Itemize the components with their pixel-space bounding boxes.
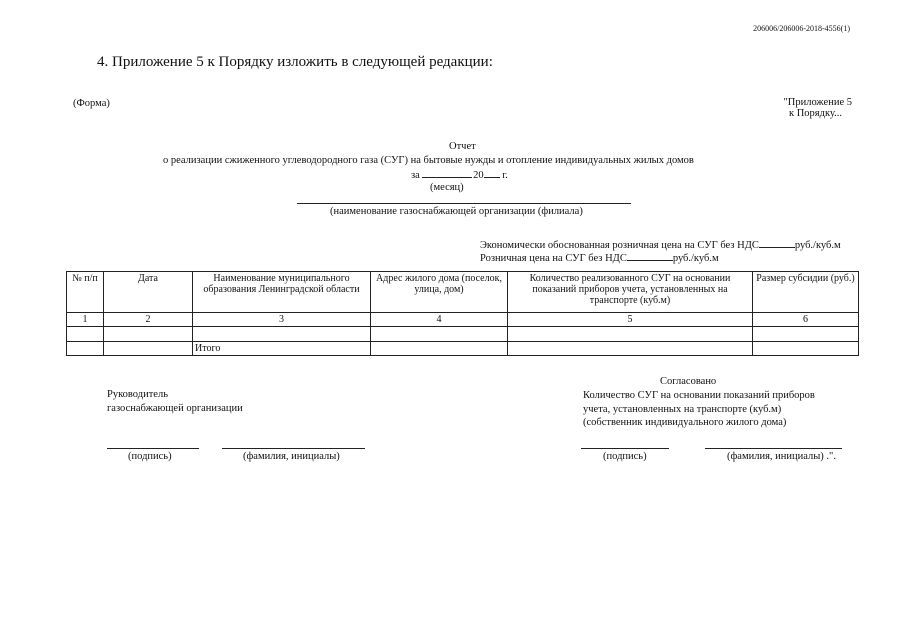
- table-cell: [508, 342, 753, 356]
- table-cell: [508, 327, 753, 342]
- manager-signature-line: [107, 448, 199, 449]
- header-subsidy: Размер субсидии (руб.): [753, 272, 859, 313]
- organization-caption: (наименование газоснабжающей организации (филиала): [330, 206, 583, 217]
- document-id: 206006/206006-2018-4556(1): [753, 24, 850, 33]
- header-address: Адрес жилого дома (поселок, улица, дом): [371, 272, 508, 313]
- owner-name-caption: (фамилия, инициалы) .".: [727, 451, 836, 462]
- column-number-4: 4: [371, 313, 508, 327]
- table-cell: [371, 327, 508, 342]
- table-cell: [371, 342, 508, 356]
- total-label: Итого: [193, 342, 371, 356]
- economic-price-unit: руб./куб.м: [794, 240, 841, 251]
- header-date: Дата: [104, 272, 193, 313]
- table-row: [67, 313, 859, 327]
- table-cell: [67, 327, 104, 342]
- column-number-6: 6: [753, 313, 859, 327]
- agreement-line-2: учета, установленных на транспорте (куб.м): [583, 404, 782, 415]
- retail-price-label: Розничная цена на СУГ без НДС: [480, 253, 627, 264]
- month-caption: (месяц): [430, 182, 464, 193]
- retail-price-blank: [627, 251, 673, 261]
- column-number-1: 1: [67, 313, 104, 327]
- header-municipality: Наименование муниципального образования Ленинградской области: [193, 272, 371, 313]
- manager-signature-caption: (подпись): [128, 451, 172, 462]
- economic-price-row: [480, 238, 841, 251]
- table-cell: [753, 327, 859, 342]
- table-cell: [104, 327, 193, 342]
- agreement-line-3: (собственник индивидуального жилого дома): [583, 417, 787, 428]
- form-label: (Форма): [73, 98, 110, 109]
- appendix-line-1: "Приложение 5: [783, 97, 852, 108]
- table-header-row: [67, 272, 859, 313]
- table-cell: [104, 342, 193, 356]
- header-number: № п/п: [67, 272, 104, 313]
- retail-price-unit: руб./куб.м: [672, 253, 719, 264]
- period-prefix: за: [411, 170, 420, 181]
- table-row: [67, 327, 859, 342]
- agreement-line-1: Количество СУГ на основании показаний приборов: [583, 390, 815, 401]
- table-cell: [753, 342, 859, 356]
- retail-price-row: [480, 251, 719, 264]
- column-number-2: 2: [104, 313, 193, 327]
- owner-signature-line: [581, 448, 669, 449]
- table-cell: [193, 327, 371, 342]
- appendix-line-2: к Порядку...: [788, 108, 842, 119]
- manager-name-caption: (фамилия, инициалы): [243, 451, 340, 462]
- year-prefix: 20: [473, 170, 484, 181]
- owner-name-line: [705, 448, 842, 449]
- table-cell: [67, 342, 104, 356]
- section-heading: 4. Приложение 5 к Порядку изложить в следующей редакции:: [97, 54, 493, 70]
- report-period: [411, 168, 508, 181]
- month-blank: [422, 168, 472, 178]
- agreed-label: Согласовано: [660, 376, 717, 387]
- column-number-5: 5: [508, 313, 753, 327]
- header-quantity: Количество реализованного СУГ на основании показаний приборов учета, установленных на транспорте (куб.м): [508, 272, 753, 313]
- period-suffix: г.: [502, 170, 508, 181]
- report-table: [66, 271, 859, 356]
- economic-price-blank: [759, 238, 795, 248]
- report-subtitle: о реализации сжиженного углеводородного газа (СУГ) на бытовые нужды и отопление индивидуальных жилых домов: [163, 155, 694, 166]
- column-number-3: 3: [193, 313, 371, 327]
- organization-name-line: [297, 203, 631, 204]
- economic-price-label: Экономически обоснованная розничная цена на СУГ без НДС: [480, 240, 759, 251]
- appendix-reference: [783, 97, 852, 119]
- report-title: Отчет: [449, 141, 476, 152]
- manager-title-1: Руководитель: [107, 389, 168, 400]
- year-blank: [484, 168, 500, 178]
- manager-name-line: [222, 448, 365, 449]
- table-total-row: [67, 342, 859, 356]
- owner-signature-caption: (подпись): [603, 451, 647, 462]
- manager-title-2: газоснабжающей организации: [107, 403, 243, 414]
